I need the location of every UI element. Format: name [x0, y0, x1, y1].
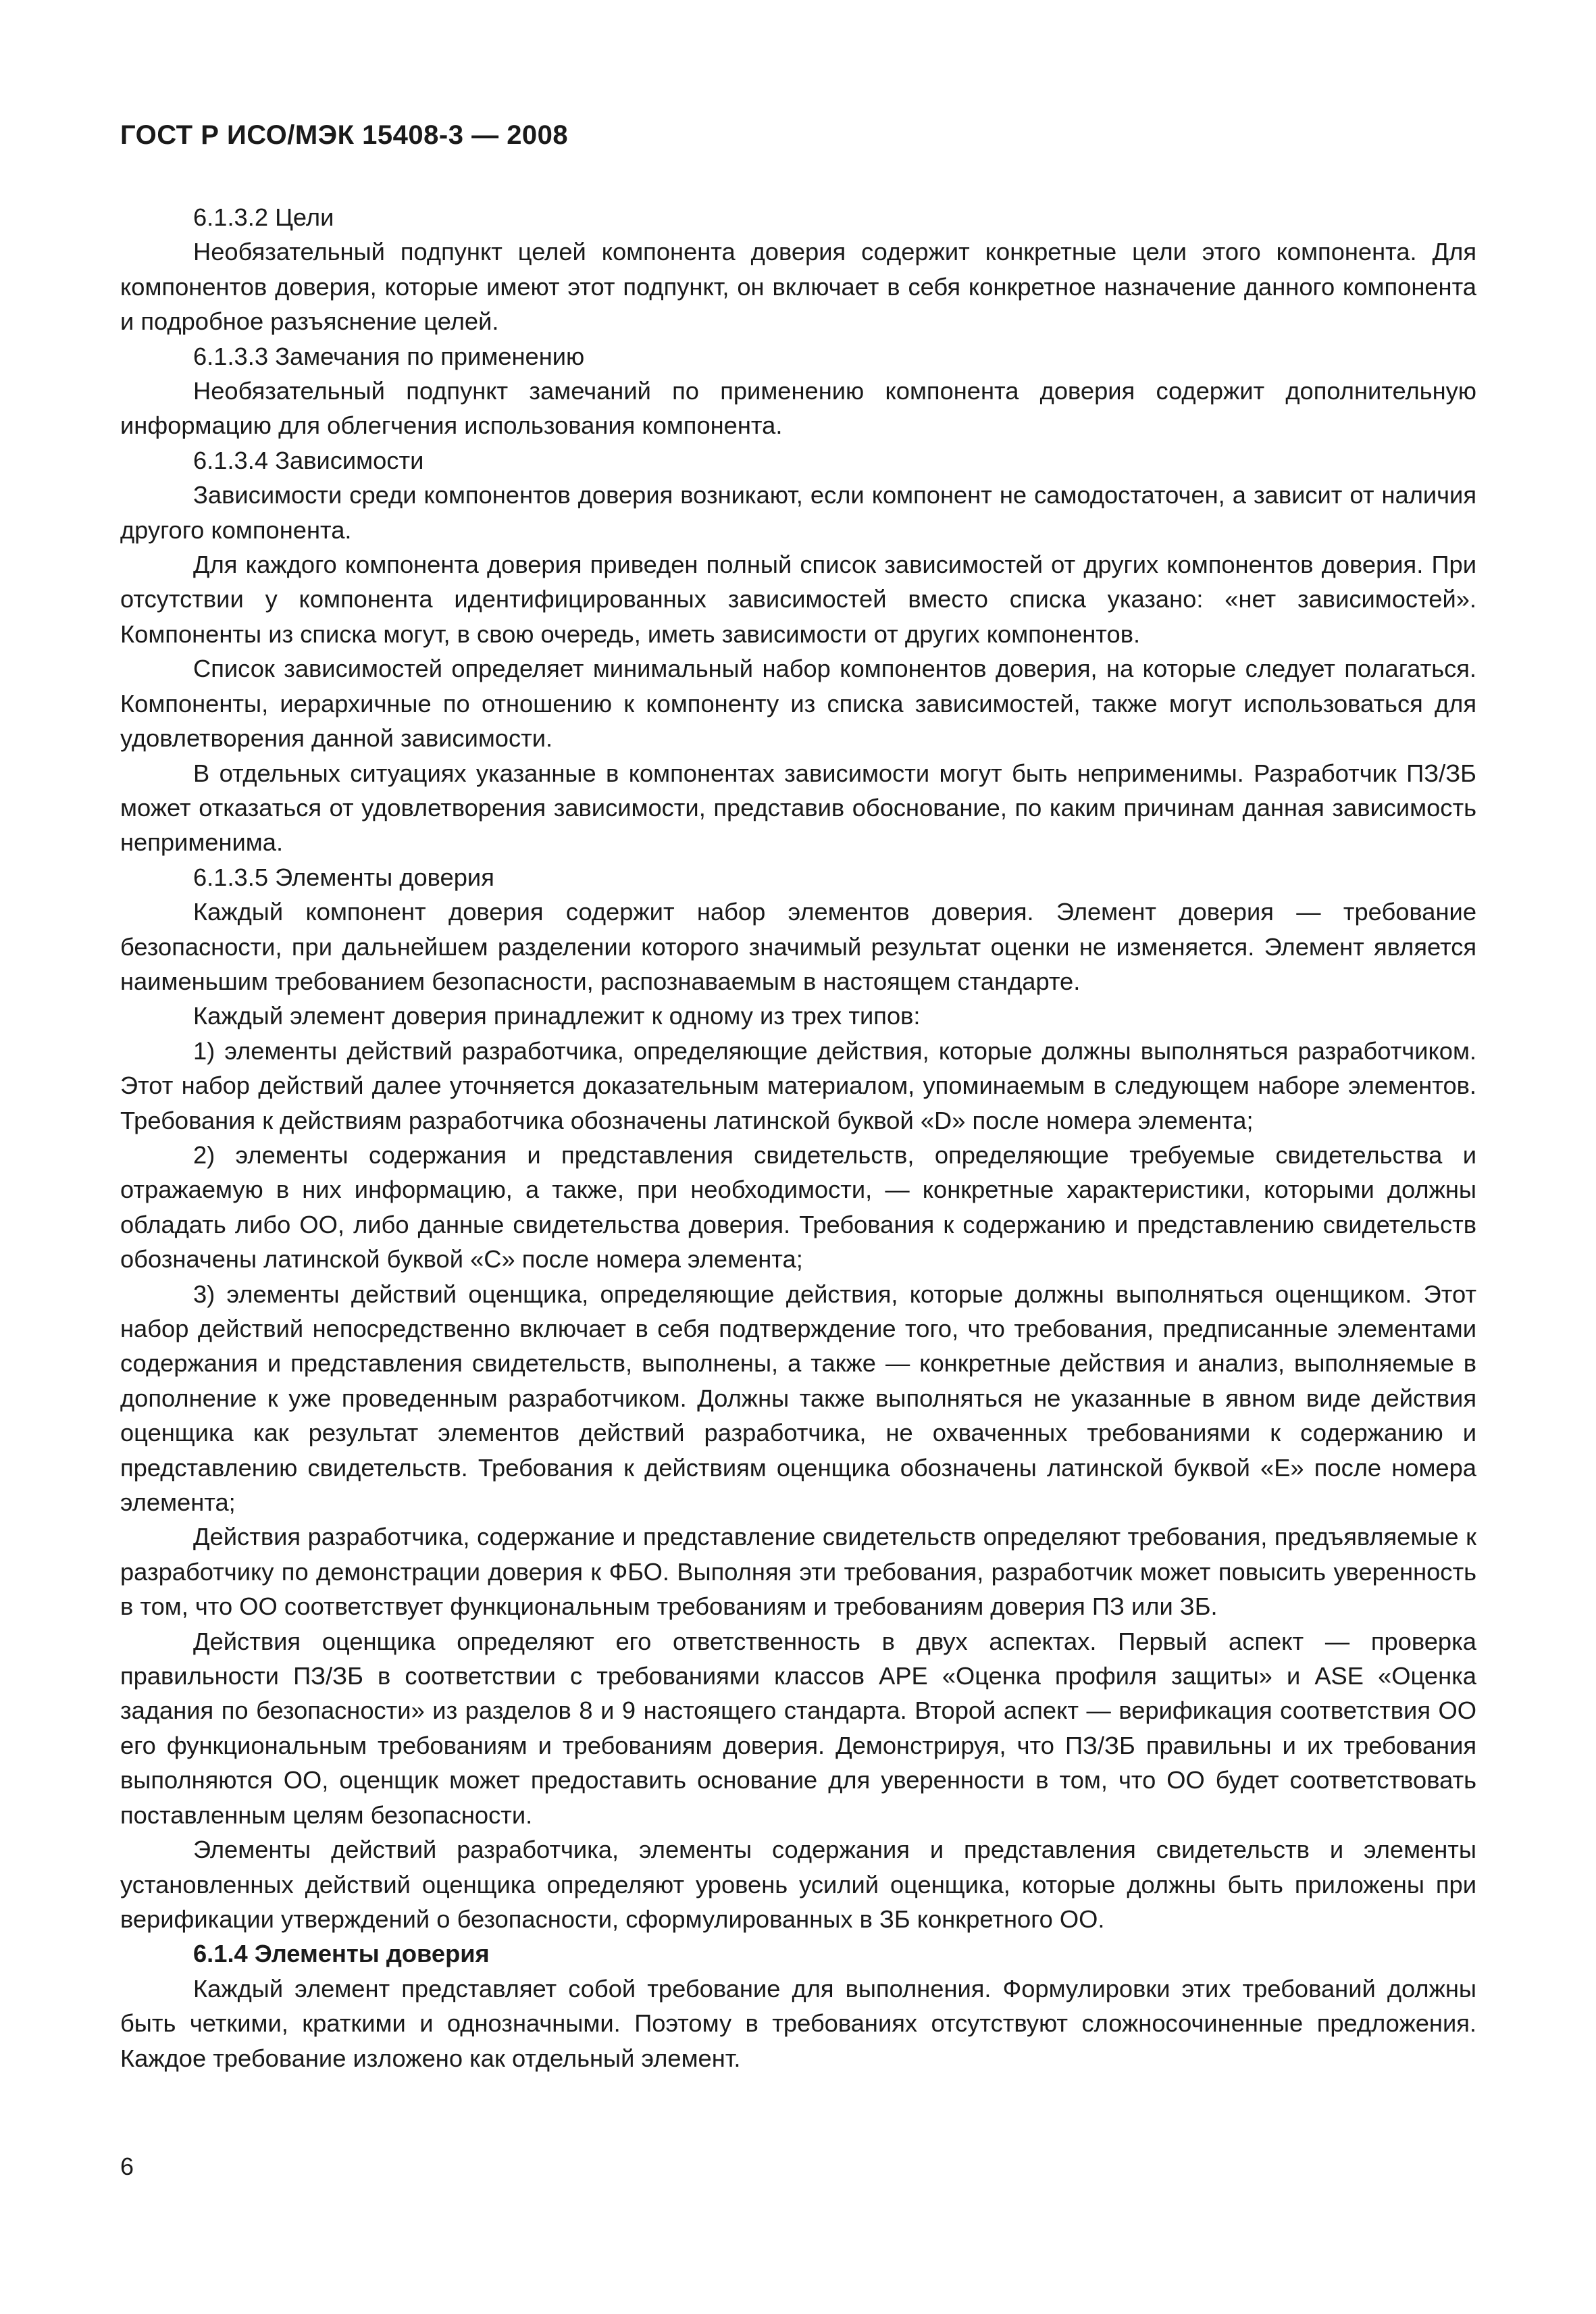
- paragraph: Для каждого компонента доверия приведен полный список зависимостей от других компонентов доверия. При отсутствии у компонента идентифицированных зависимостей вместо списка указано: «нет зависимостей». Компоненты из списка могут, в свою очередь, иметь зависимости от других компонентов.: [120, 551, 1476, 648]
- paragraph: Каждый компонент доверия содержит набор элементов доверия. Элемент доверия — требование безопасности, при дальнейшем разделении которого значимый результат оценки не изменяется. Элемент является наименьшим требованием безопасности, распознаваемым в настоящем стандарте.: [120, 898, 1476, 995]
- section-heading: 6.1.3.3 Замечания по применению: [193, 342, 585, 370]
- section-heading: 6.1.3.2 Цели: [193, 203, 334, 231]
- document-body: [120, 200, 1476, 2076]
- section-heading-bold: 6.1.4 Элементы доверия: [193, 1940, 490, 1968]
- paragraph: Каждый элемент представляет собой требование для выполнения. Формулировки этих требований должны быть четкими, краткими и однозначными. Поэтому в требованиях отсутствуют сложносочиненные предложения. Каждое требование изложено как отдельный элемент.: [120, 1974, 1476, 2072]
- list-item: 1) элементы действий разработчика, определяющие действия, которые должны выполняться разработчиком. Этот набор действий далее уточняется доказательным материалом, упоминаемым в следующем наборе элементов. Требования к действиям разработчика обозначены латинской буквой «D» после номера элемента;: [120, 1036, 1476, 1134]
- section-heading: 6.1.3.4 Зависимости: [193, 446, 424, 474]
- paragraph: Необязательный подпункт целей компонента доверия содержит конкретные цели этого компонента. Для компонентов доверия, которые имеют этот подпункт, он включает в себя конкретное назначение данного компонента и подробное разъяснение целей.: [120, 238, 1476, 336]
- document-header: ГОСТ Р ИСО/МЭК 15408-3 — 2008: [120, 120, 569, 150]
- list-item: 2) элементы содержания и представления свидетельств, определяющие требуемые свидетельства и отражаемую в них информацию, а также, при необходимости, — конкретные характеристики, которыми должны обладать либо ОО, либо данные свидетельства доверия. Требования к содержанию и представлению свидетельств обозначены латинской буквой «С» после номера элемента;: [120, 1140, 1476, 1274]
- paragraph: Действия разработчика, содержание и представление свидетельств определяют требования, предъявляемые к разработчику по демонстрации доверия к ФБО. Выполняя эти требования, разработчик может повысить уверенность в том, что ОО соответствует функциональным требованиям и требованиям доверия ПЗ или ЗБ.: [120, 1523, 1476, 1621]
- list-item: 3) элементы действий оценщика, определяющие действия, которые должны выполняться оценщиком. Этот набор действий непосредственно включает в себя подтверждение того, что требования, предписанные элементами содержания и представления свидетельств, выполнены, а также — конкретные действия и анализ, выполняемые в дополнение к уже проведенным разработчиком. Должны также выполняться не указанные в явном виде действия оценщика как результат элементов действий разработчика, не охваченных требованиями к содержанию и представлению свидетельств. Требования к действиям оценщика обозначены латинской буквой «Е» после номера элемента;: [120, 1280, 1476, 1517]
- paragraph: Каждый элемент доверия принадлежит к одному из трех типов:: [193, 1002, 921, 1030]
- section-heading: 6.1.3.5 Элементы доверия: [193, 863, 494, 891]
- page-number: 6: [120, 2153, 134, 2180]
- paragraph: Необязательный подпункт замечаний по применению компонента доверия содержит дополнительную информацию для облегчения использования компонента.: [120, 377, 1476, 440]
- paragraph: Список зависимостей определяет минимальный набор компонентов доверия, на которые следует полагаться. Компоненты, иерархичные по отношению к компоненту из списка зависимостей, также могут использоваться для удовлетворения данной зависимости.: [120, 655, 1476, 753]
- paragraph: В отдельных ситуациях указанные в компонентах зависимости могут быть неприменимы. Разработчик ПЗ/ЗБ может отказаться от удовлетворения зависимости, представив обоснование, по каким причинам данная зависимость неприменима.: [120, 759, 1476, 857]
- paragraph: Элементы действий разработчика, элементы содержания и представления свидетельств и элементы установленных действий оценщика определяют уровень усилий оценщика, которые должны быть приложены при верификации утверждений о безопасности, сформулированных в ЗБ конкретного ОО.: [120, 1836, 1476, 1933]
- paragraph: Действия оценщика определяют его ответственность в двух аспектах. Первый аспект — проверка правильности ПЗ/ЗБ в соответствии с требованиями классов APE «Оценка профиля защиты» и ASE «Оценка задания по безопасности» из разделов 8 и 9 настоящего стандарта. Второй аспект — верификация соответствия ОО его функциональным требованиям и требованиям доверия. Демонстрируя, что ПЗ/ЗБ правильны и их требования выполняются ОО, оценщик может предоставить основание для уверенности в том, что ОО будет соответствовать поставленным целям безопасности.: [120, 1627, 1476, 1829]
- paragraph: Зависимости среди компонентов доверия возникают, если компонент не самодостаточен, а зависит от наличия другого компонента.: [120, 481, 1476, 544]
